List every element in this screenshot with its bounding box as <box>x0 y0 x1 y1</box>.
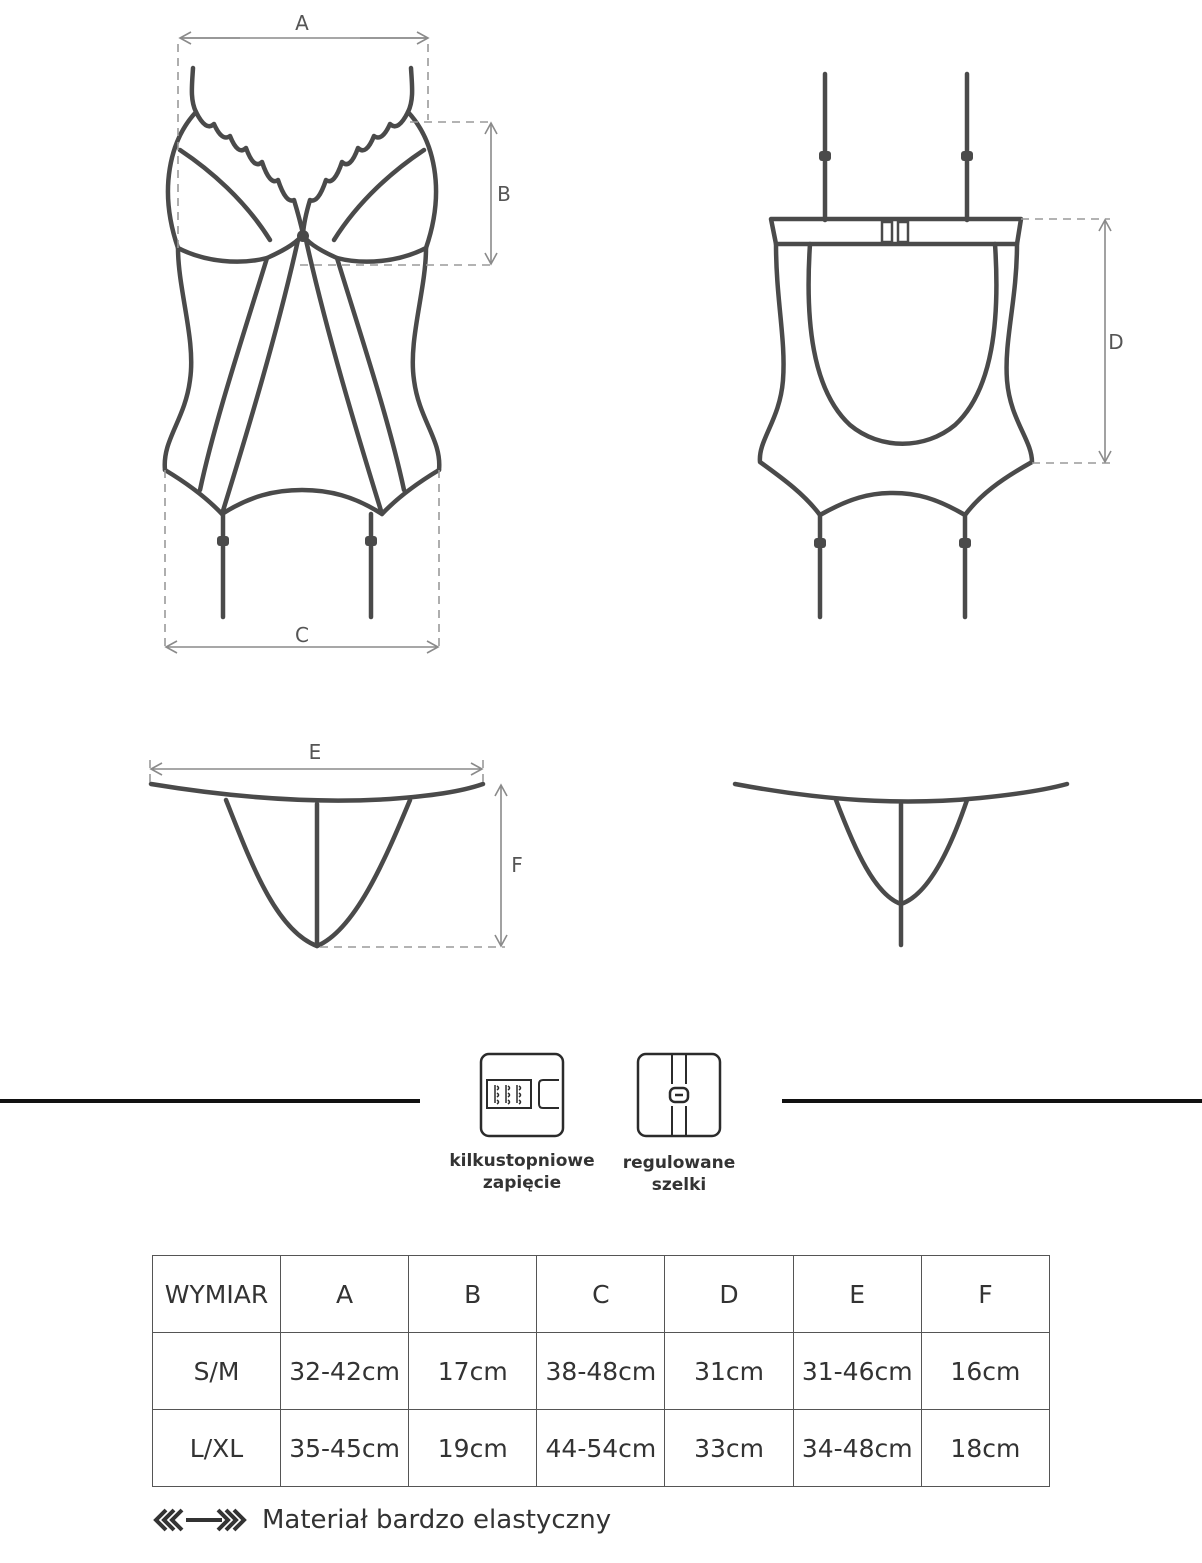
thong-back <box>735 784 1067 945</box>
size-table <box>152 1255 1050 1487</box>
table-header-cell: F <box>921 1256 1049 1333</box>
divider-right <box>782 1099 1202 1103</box>
table-row <box>153 1410 1050 1487</box>
table-cell: 38-48cm <box>537 1333 665 1410</box>
table-header-cell: A <box>281 1256 409 1333</box>
dimension-b <box>300 122 511 265</box>
table-header-cell: E <box>793 1256 921 1333</box>
adjustable-strap-icon <box>636 1052 722 1138</box>
dimension-e <box>150 740 483 784</box>
table-cell: 35-45cm <box>281 1410 409 1487</box>
dimension-label-a: A <box>295 11 309 35</box>
table-row <box>153 1333 1050 1410</box>
dimension-f <box>320 785 523 947</box>
table-cell: 16cm <box>921 1333 1049 1410</box>
table-cell: 44-54cm <box>537 1410 665 1487</box>
table-cell: 17cm <box>409 1333 537 1410</box>
divider-left <box>0 1099 420 1103</box>
table-header-cell: C <box>537 1256 665 1333</box>
multi-level-hook-icon <box>479 1052 565 1138</box>
dimension-label-b: B <box>497 182 511 206</box>
corset-back <box>760 74 1032 617</box>
table-cell: 18cm <box>921 1410 1049 1487</box>
table-cell: 34-48cm <box>793 1410 921 1487</box>
size-name-cell: S/M <box>153 1333 281 1410</box>
table-header-cell: D <box>665 1256 793 1333</box>
corset-front <box>165 68 440 617</box>
table-cell: 31-46cm <box>793 1333 921 1410</box>
feature-label-straps: regulowane szelki <box>622 1153 736 1195</box>
stretch-arrows-icon <box>152 1507 248 1533</box>
dimension-d <box>1021 219 1124 463</box>
table-header-row <box>153 1256 1050 1333</box>
feature-label-closure: kilkustopniowe zapięcie <box>449 1151 595 1193</box>
table-header-cell: WYMIAR <box>153 1256 281 1333</box>
footer-text: Materiał bardzo elastyczny <box>262 1505 612 1535</box>
dimension-label-e: E <box>308 740 322 764</box>
table-header-cell: B <box>409 1256 537 1333</box>
table-cell: 32-42cm <box>281 1333 409 1410</box>
table-cell: 33cm <box>665 1410 793 1487</box>
dimension-label-f: F <box>511 853 523 877</box>
dimension-label-c: C <box>295 623 309 647</box>
dimension-label-d: D <box>1108 330 1124 354</box>
table-cell: 19cm <box>409 1410 537 1487</box>
table-cell: 31cm <box>665 1333 793 1410</box>
size-name-cell: L/XL <box>153 1410 281 1487</box>
footer-note <box>152 1500 611 1540</box>
thong-front <box>151 784 483 946</box>
